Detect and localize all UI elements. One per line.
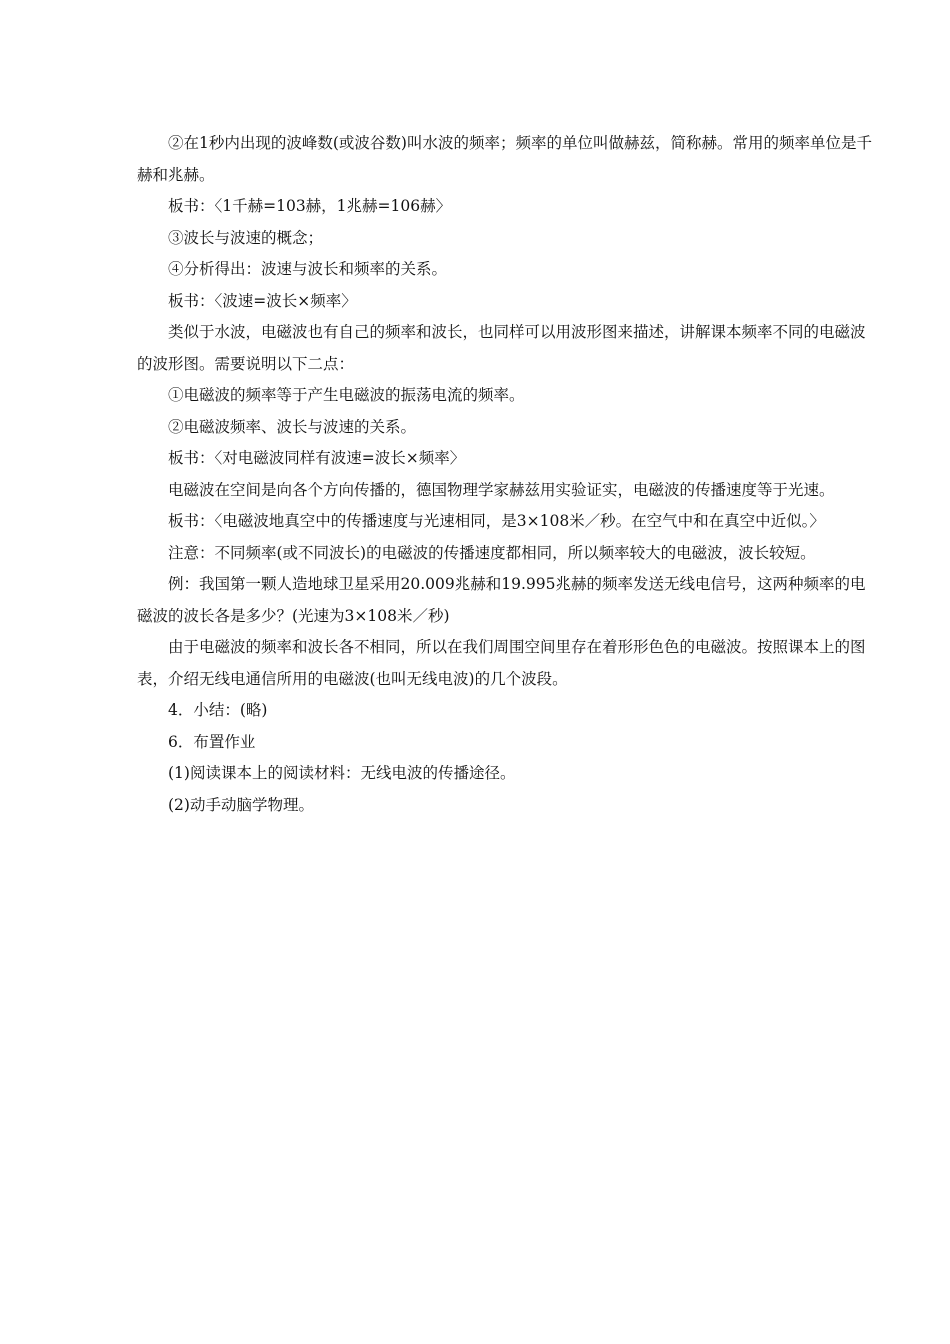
paragraph-wavelength-concept: ③波长与波速的概念； <box>168 228 324 247</box>
paragraph-homework-heading: 6．布置作业 <box>168 732 256 751</box>
paragraph-wave-relation: ④分析得出：波速与波长和频率的关系。 <box>168 260 448 278</box>
document-body <box>137 128 872 821</box>
homework-item-2: (2)动手动脑学物理。 <box>168 795 314 814</box>
paragraph-em-relation: ②电磁波频率、波长与波速的关系。 <box>168 417 417 436</box>
paragraph-radio-bands: 由于电磁波的频率和波长各不相同，所以在我们周围空间里存在着形形色色的电磁波。按照课本上的图表，介绍无线电通信所用的电磁波(也叫无线电波)的几个波段。 <box>137 638 866 688</box>
paragraph-summary: 4．小结：(略) <box>168 701 268 719</box>
paragraph-em-frequency: ①电磁波的频率等于产生电磁波的振荡电流的频率。 <box>168 386 525 404</box>
board-note-light-speed: 板书：〈电磁波地真空中的传播速度与光速相同，是3×108米／秒。在空气中和在真空中近似。〉 <box>168 512 825 530</box>
board-note-frequency-units: 板书：〈1千赫=103赫，1兆赫=106赫〉 <box>168 197 452 215</box>
paragraph-hertz-experiment: 电磁波在空间是向各个方向传播的，德国物理学家赫兹用实验证实，电磁波的传播速度等于光速。 <box>168 480 835 499</box>
board-note-wave-speed: 板书：〈波速=波长×频率〉 <box>168 291 357 310</box>
paragraph-example: 例：我国第一颗人造地球卫星采用20.009兆赫和19.995兆赫的频率发送无线电信号，这两种频率的电磁波的波长各是多少？(光速为3×108米／秒) <box>137 575 866 625</box>
paragraph-frequency-definition: ②在1秒内出现的波峰数(或波谷数)叫水波的频率；频率的单位叫做赫兹，简称赫。常用的频率单位是千赫和兆赫。 <box>137 134 872 184</box>
paragraph-em-wave-analogy: 类似于水波，电磁波也有自己的频率和波长，也同样可以用波形图来描述，讲解课本频率不同的电磁波的波形图。需要说明以下二点： <box>137 323 866 373</box>
paragraph-note: 注意：不同频率(或不同波长)的电磁波的传播速度都相同，所以频率较大的电磁波，波长较短。 <box>168 543 816 562</box>
homework-item-1: (1)阅读课本上的阅读材料：无线电波的传播途径。 <box>168 764 516 782</box>
board-note-em-wave-speed: 板书：〈对电磁波同样有波速=波长×频率〉 <box>168 449 466 467</box>
